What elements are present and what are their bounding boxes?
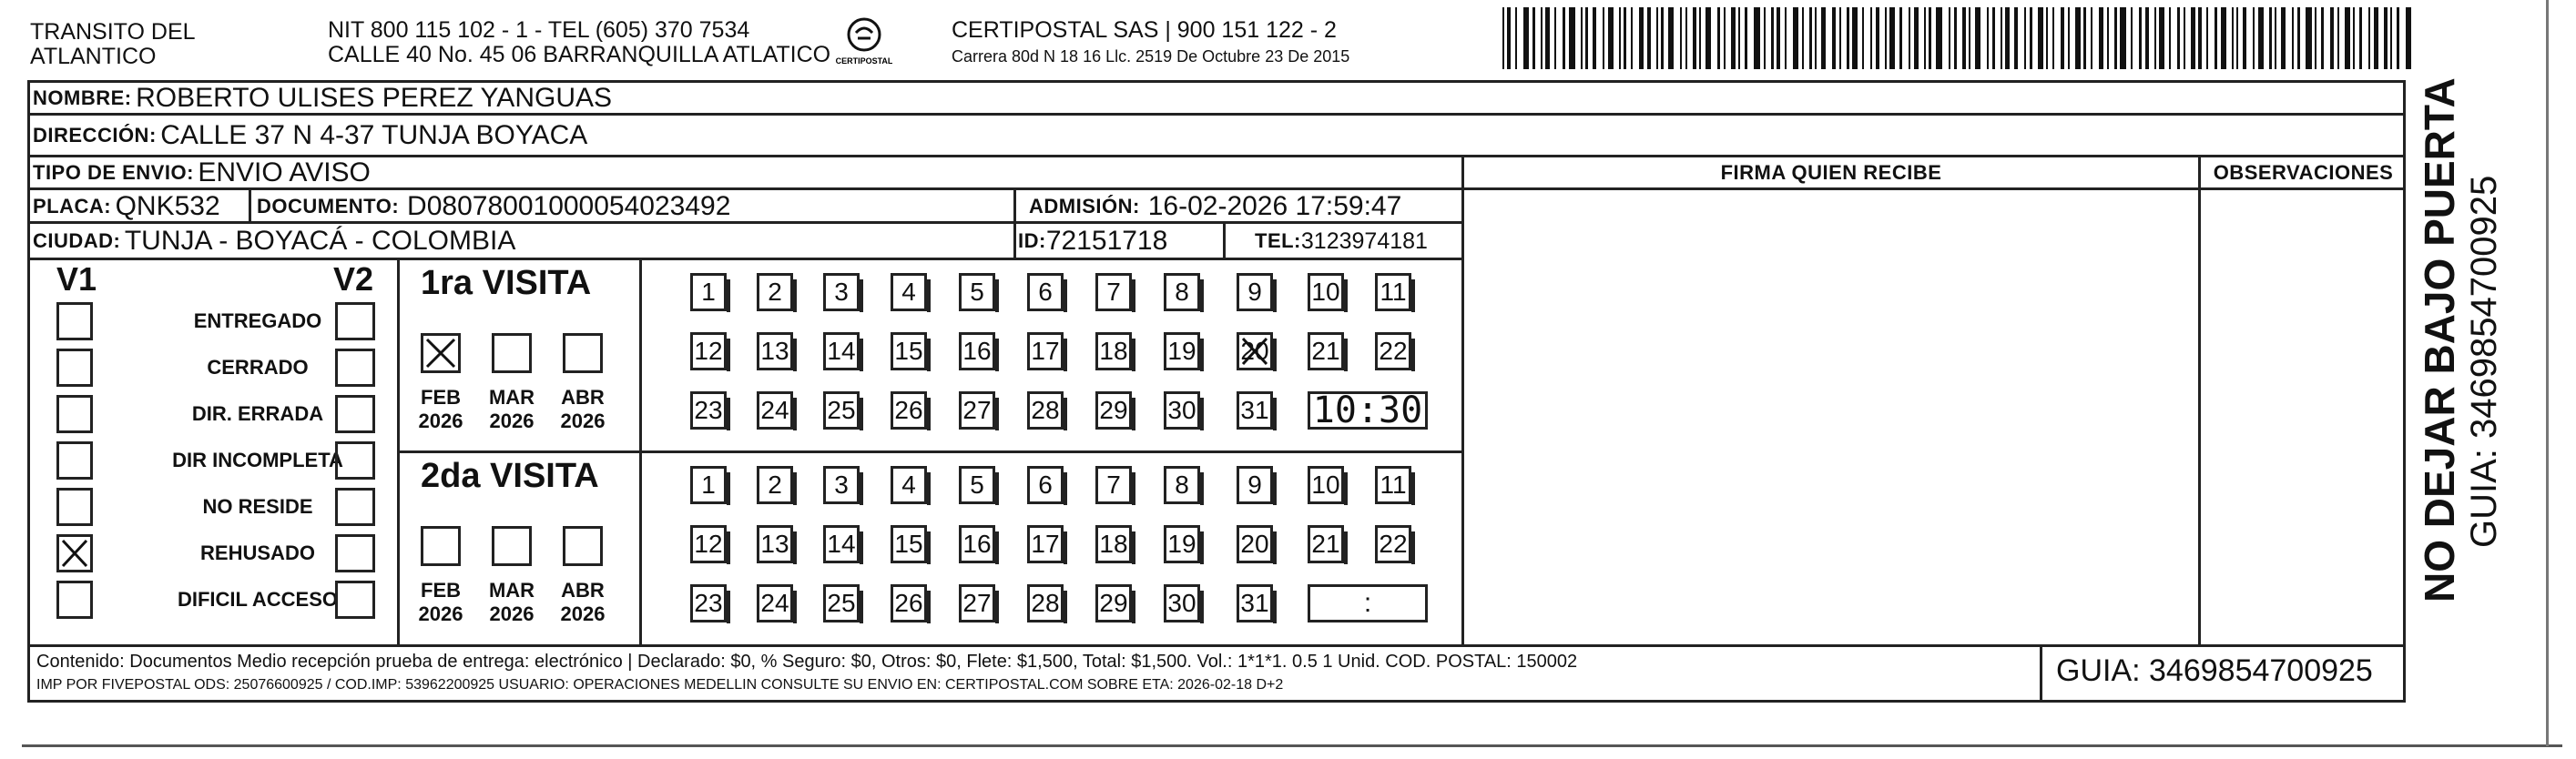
day-box[interactable]: 13 (757, 525, 793, 563)
v1-checkbox[interactable] (56, 395, 93, 433)
svg-text:CERTIPOSTAL: CERTIPOSTAL (836, 56, 892, 66)
day-box[interactable]: 27 (959, 391, 995, 430)
day-box[interactable]: 31 (1237, 584, 1273, 622)
ciudad-field: CIUDAD: TUNJA - BOYACÁ - COLOMBIA (33, 226, 516, 256)
day-box[interactable]: 10 (1308, 273, 1344, 311)
tipo-envio-field: TIPO DE ENVIO: ENVIO AVISO (33, 157, 371, 187)
v1-checkbox[interactable] (56, 534, 93, 572)
v1-checkbox[interactable] (56, 302, 93, 340)
v1-checkbox[interactable] (56, 488, 93, 526)
v1-label: V1 (56, 260, 97, 298)
day-box[interactable]: 21 (1308, 332, 1344, 370)
month-checkbox[interactable] (421, 333, 461, 373)
day-box[interactable]: 20 (1237, 525, 1273, 563)
courier-info (952, 18, 1349, 66)
month-label: ABR 2026 (560, 386, 606, 432)
month-checkbox[interactable] (492, 526, 532, 566)
day-box[interactable]: 19 (1164, 525, 1200, 563)
month-label: MAR 2026 (488, 386, 535, 432)
day-box[interactable]: 20 (1237, 332, 1273, 370)
day-box[interactable]: 29 (1095, 391, 1132, 430)
contenido-text: Contenido: Documentos Medio recepción prueba de entrega: electrónico | Declarado: $0, % Seguro: $0, Otros: $0, Flete: $1,500, Total: $1,500. Vol.: 1*1*1. 0.5 1 Unid. COD. POSTAL: 150002 (36, 652, 1578, 672)
day-box[interactable]: 14 (823, 332, 860, 370)
observaciones-column-header: OBSERVACIONES (2213, 160, 2394, 184)
visit-title: 2da VISITA (421, 457, 599, 495)
day-box[interactable]: 5 (959, 273, 995, 311)
time-box[interactable]: 10:30 (1308, 391, 1428, 430)
certipostal-logo-icon (836, 15, 892, 69)
imp-text: IMP POR FIVEPOSTAL ODS: 25076600925 / COD.IMP: 53962200925 USUARIO: OPERACIONES MEDELLIN CONSULTE SU ENVIO EN: CERTIPOSTAL.COM SOBRE ETA: 2026-02-18 D+2 (36, 677, 1284, 693)
day-box[interactable]: 12 (690, 525, 727, 563)
day-box[interactable]: 14 (823, 525, 860, 563)
day-box[interactable]: 5 (959, 466, 995, 504)
v1-checkbox[interactable] (56, 581, 93, 619)
day-box[interactable]: 2 (757, 466, 793, 504)
day-box[interactable]: 3 (823, 273, 860, 311)
day-box[interactable]: 17 (1027, 332, 1064, 370)
id-value: 72151718 (1045, 226, 1168, 256)
sender-address: CALLE 40 No. 45 06 BARRANQUILLA ATLATICO (328, 42, 831, 67)
courier-address: Carrera 80d N 18 16 Llc. 2519 De Octubre 23 De 2015 (952, 47, 1350, 66)
day-box[interactable]: 16 (959, 332, 995, 370)
v2-checkbox[interactable] (335, 395, 375, 433)
day-box[interactable]: 4 (891, 273, 927, 311)
day-box[interactable]: 15 (891, 332, 927, 370)
status-option-label: ENTREGADO (193, 309, 322, 332)
nombre-value: ROBERTO ULISES PEREZ YANGUAS (136, 82, 612, 113)
month-checkbox[interactable] (421, 526, 461, 566)
sender-nit: NIT 800 115 102 - 1 - TEL (605) 370 7534 (328, 17, 750, 43)
v2-checkbox[interactable] (335, 441, 375, 480)
day-box[interactable]: 6 (1027, 466, 1064, 504)
day-box[interactable]: 8 (1164, 466, 1200, 504)
day-box[interactable]: 16 (959, 525, 995, 563)
footer-guia: GUIA: 3469854700925 (2056, 653, 2373, 688)
month-checkbox[interactable] (492, 333, 532, 373)
day-box[interactable]: 18 (1095, 525, 1132, 563)
day-box[interactable]: 24 (757, 584, 793, 622)
day-box[interactable]: 30 (1164, 391, 1200, 430)
day-box[interactable]: 9 (1237, 273, 1273, 311)
day-box[interactable]: 28 (1027, 584, 1064, 622)
day-box[interactable]: 11 (1375, 273, 1411, 311)
month-label: ABR 2026 (560, 579, 606, 625)
month-label: FEB 2026 (418, 386, 463, 432)
day-box[interactable]: 1 (690, 273, 727, 311)
no-dejar-bajo-puerta: NO DEJAR BAJO PUERTA (2416, 77, 2463, 602)
month-label: MAR 2026 (488, 579, 535, 625)
day-box[interactable]: 17 (1027, 525, 1064, 563)
day-box[interactable]: 19 (1164, 332, 1200, 370)
status-option-label: CERRADO (207, 356, 309, 379)
day-box[interactable]: 25 (823, 584, 860, 622)
id-field: ID: 72151718 (1018, 226, 1168, 256)
courier-name: CERTIPOSTAL SAS | 900 151 122 - 2 (952, 17, 1337, 43)
day-box[interactable]: 3 (823, 466, 860, 504)
v2-checkbox[interactable] (335, 349, 375, 387)
admision-value: 16-02-2026 17:59:47 (1147, 190, 1402, 221)
day-box[interactable]: 13 (757, 332, 793, 370)
sender-info (328, 18, 830, 67)
day-box[interactable]: 30 (1164, 584, 1200, 622)
day-box[interactable]: 15 (891, 525, 927, 563)
firma-column-header: FIRMA QUIEN RECIBE (1720, 160, 1942, 184)
visit-title: 1ra VISITA (421, 264, 592, 302)
day-box[interactable]: 31 (1237, 391, 1273, 430)
v1-checkbox[interactable] (56, 441, 93, 480)
day-box[interactable]: 10 (1308, 466, 1344, 504)
day-box[interactable]: 18 (1095, 332, 1132, 370)
day-box[interactable]: 23 (690, 584, 727, 622)
documento-value: D08078001000054023492 (407, 190, 731, 221)
ciudad-value: TUNJA - BOYACÁ - COLOMBIA (124, 226, 516, 256)
month-checkbox[interactable] (563, 526, 603, 566)
day-box[interactable]: 11 (1375, 466, 1411, 504)
day-box[interactable]: 26 (891, 584, 927, 622)
day-box[interactable]: 25 (823, 391, 860, 430)
day-box[interactable]: 22 (1375, 332, 1411, 370)
direccion-value: CALLE 37 N 4-37 TUNJA BOYACA (160, 119, 588, 150)
day-box[interactable]: 21 (1308, 525, 1344, 563)
status-option-label: DIR INCOMPLETA (172, 449, 343, 471)
placa-value: QNK532 (115, 190, 220, 221)
tipo-envio-value: ENVIO AVISO (198, 157, 371, 187)
day-box[interactable]: 2 (757, 273, 793, 311)
day-box[interactable]: 29 (1095, 584, 1132, 622)
day-box[interactable]: 24 (757, 391, 793, 430)
day-box[interactable]: 7 (1095, 273, 1132, 311)
side-guia: GUIA: 3469854700925 (2464, 175, 2504, 548)
day-box[interactable]: 22 (1375, 525, 1411, 563)
sender-name: TRANSITO DEL ATLANTICO (30, 19, 196, 69)
day-box[interactable]: 9 (1237, 466, 1273, 504)
day-box[interactable]: 23 (690, 391, 727, 430)
status-option-label: DIFICIL ACCESO (177, 588, 338, 611)
day-box[interactable]: 27 (959, 584, 995, 622)
day-box[interactable]: 6 (1027, 273, 1064, 311)
tel-field: TEL: 3123974181 (1255, 228, 1428, 254)
day-box[interactable]: 7 (1095, 466, 1132, 504)
time-box[interactable]: : (1308, 584, 1428, 622)
v1-checkbox[interactable] (56, 349, 93, 387)
tel-value: 3123974181 (1300, 228, 1428, 254)
month-label: FEB 2026 (418, 579, 463, 625)
status-option-label: REHUSADO (200, 541, 315, 564)
day-box[interactable]: 28 (1027, 391, 1064, 430)
month-checkbox[interactable] (563, 333, 603, 373)
admision-field: ADMISIÓN: 16-02-2026 17:59:47 (1029, 190, 1402, 221)
direccion-field: DIRECCIÓN: CALLE 37 N 4-37 TUNJA BOYACA (33, 119, 588, 150)
placa-field: PLACA: QNK532 (33, 190, 220, 221)
day-box[interactable]: 12 (690, 332, 727, 370)
day-box[interactable]: 1 (690, 466, 727, 504)
status-option-label: NO RESIDE (202, 495, 313, 518)
barcode (1502, 7, 2422, 69)
v2-checkbox[interactable] (335, 302, 375, 340)
nombre-field: NOMBRE: ROBERTO ULISES PEREZ YANGUAS (33, 82, 612, 113)
documento-field: DOCUMENTO: D08078001000054023492 (257, 190, 731, 221)
status-option-label: DIR. ERRADA (191, 402, 324, 425)
v2-checkbox[interactable] (335, 534, 375, 572)
day-box[interactable]: 4 (891, 466, 927, 504)
day-box[interactable]: 8 (1164, 273, 1200, 311)
v2-checkbox[interactable] (335, 488, 375, 526)
v2-checkbox[interactable] (335, 581, 375, 619)
v2-label: V2 (333, 260, 374, 298)
day-box[interactable]: 26 (891, 391, 927, 430)
day-cross-mark (1239, 335, 1270, 374)
